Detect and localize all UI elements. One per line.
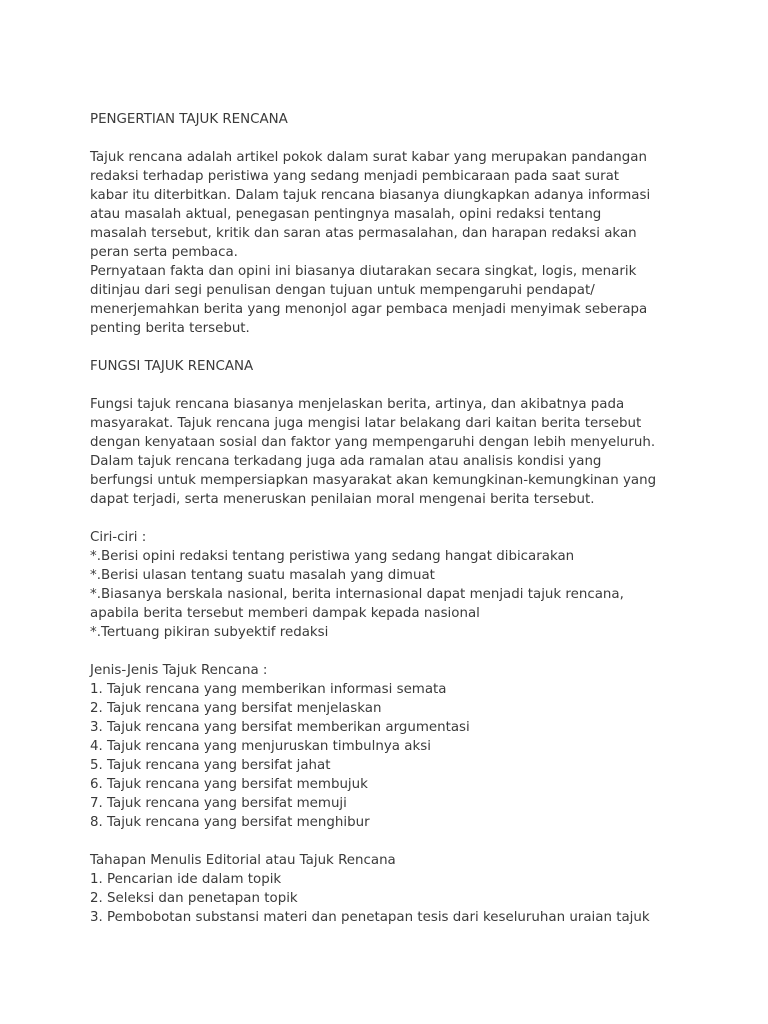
- spacer: [90, 338, 680, 357]
- spacer: [90, 832, 680, 851]
- list-item: 1. Tajuk rencana yang memberikan informasi semata: [90, 682, 447, 697]
- list-jenis: [90, 680, 680, 832]
- paragraph-pengertian: [90, 148, 680, 338]
- list-item: 8. Tajuk rencana yang bersifat menghibur: [90, 815, 370, 830]
- section-heading-jenis: Jenis-Jenis Tajuk Rencana :: [90, 663, 268, 678]
- list-item: *.Biasanya berskala nasional, berita internasional dapat menjadi tajuk rencana,: [90, 587, 624, 602]
- list-item: 2. Seleksi dan penetapan topik: [90, 891, 298, 906]
- text-line: berfungsi untuk mempersiapkan masyarakat akan kemungkinan-kemungkinan yang: [90, 473, 657, 488]
- list-item: 7. Tajuk rencana yang bersifat memuji: [90, 796, 347, 811]
- text-line: Fungsi tajuk rencana biasanya menjelaskan berita, artinya, dan akibatnya pada: [90, 397, 625, 412]
- list-tahapan: [90, 870, 680, 927]
- section-heading-tahapan: Tahapan Menulis Editorial atau Tajuk Rencana: [90, 853, 396, 868]
- list-item: 6. Tajuk rencana yang bersifat membujuk: [90, 777, 368, 792]
- text-line: redaksi terhadap peristiwa yang sedang menjadi pembicaraan pada saat surat: [90, 169, 620, 184]
- text-line: dengan kenyataan sosial dan faktor yang mempengaruhi dengan lebih menyeluruh.: [90, 435, 656, 450]
- list-item: 4. Tajuk rencana yang menjuruskan timbulnya aksi: [90, 739, 431, 754]
- list-item: 1. Pencarian ide dalam topik: [90, 872, 282, 887]
- document-page: [90, 110, 680, 927]
- list-item: apabila berita tersebut memberi dampak kepada nasional: [90, 606, 480, 621]
- spacer: [90, 129, 680, 148]
- text-line: masalah tersebut, kritik dan saran atas permasalahan, dan harapan redaksi akan: [90, 226, 637, 241]
- spacer: [90, 376, 680, 395]
- list-item: 3. Tajuk rencana yang bersifat memberikan argumentasi: [90, 720, 470, 735]
- text-line: dapat terjadi, serta meneruskan penilaian moral mengenai berita tersebut.: [90, 492, 595, 507]
- text-line: Dalam tajuk rencana terkadang juga ada ramalan atau analisis kondisi yang: [90, 454, 602, 469]
- list-item: *.Berisi ulasan tentang suatu masalah yang dimuat: [90, 568, 435, 583]
- text-line: peran serta pembaca.: [90, 245, 238, 260]
- section-heading-fungsi: FUNGSI TAJUK RENCANA: [90, 359, 254, 374]
- text-line: ditinjau dari segi penulisan dengan tujuan untuk mempengaruhi pendapat/: [90, 283, 595, 298]
- list-item: 5. Tajuk rencana yang bersifat jahat: [90, 758, 331, 773]
- list-item: 3. Pembobotan substansi materi dan penetapan tesis dari keseluruhan uraian tajuk: [90, 910, 650, 925]
- section-heading-pengertian: PENGERTIAN TAJUK RENCANA: [90, 112, 288, 127]
- text-line: menerjemahkan berita yang menonjol agar pembaca menjadi menyimak seberapa: [90, 302, 648, 317]
- list-item: 2. Tajuk rencana yang bersifat menjelaskan: [90, 701, 382, 716]
- spacer: [90, 642, 680, 661]
- list-ciri: [90, 547, 680, 642]
- paragraph-fungsi: [90, 395, 680, 509]
- spacer: [90, 509, 680, 528]
- list-item: *.Berisi opini redaksi tentang peristiwa yang sedang hangat dibicarakan: [90, 549, 575, 564]
- text-line: Tajuk rencana adalah artikel pokok dalam surat kabar yang merupakan pandangan: [90, 150, 647, 165]
- text-line: Pernyataan fakta dan opini ini biasanya diutarakan secara singkat, logis, menarik: [90, 264, 637, 279]
- text-line: penting berita tersebut.: [90, 321, 250, 336]
- text-line: atau masalah aktual, penegasan pentingnya masalah, opini redaksi tentang: [90, 207, 602, 222]
- text-line: masyarakat. Tajuk rencana juga mengisi latar belakang dari kaitan berita tersebut: [90, 416, 642, 431]
- text-line: kabar itu diterbitkan. Dalam tajuk rencana biasanya diungkapkan adanya informasi: [90, 188, 651, 203]
- section-heading-ciri: Ciri-ciri :: [90, 530, 147, 545]
- list-item: *.Tertuang pikiran subyektif redaksi: [90, 625, 329, 640]
